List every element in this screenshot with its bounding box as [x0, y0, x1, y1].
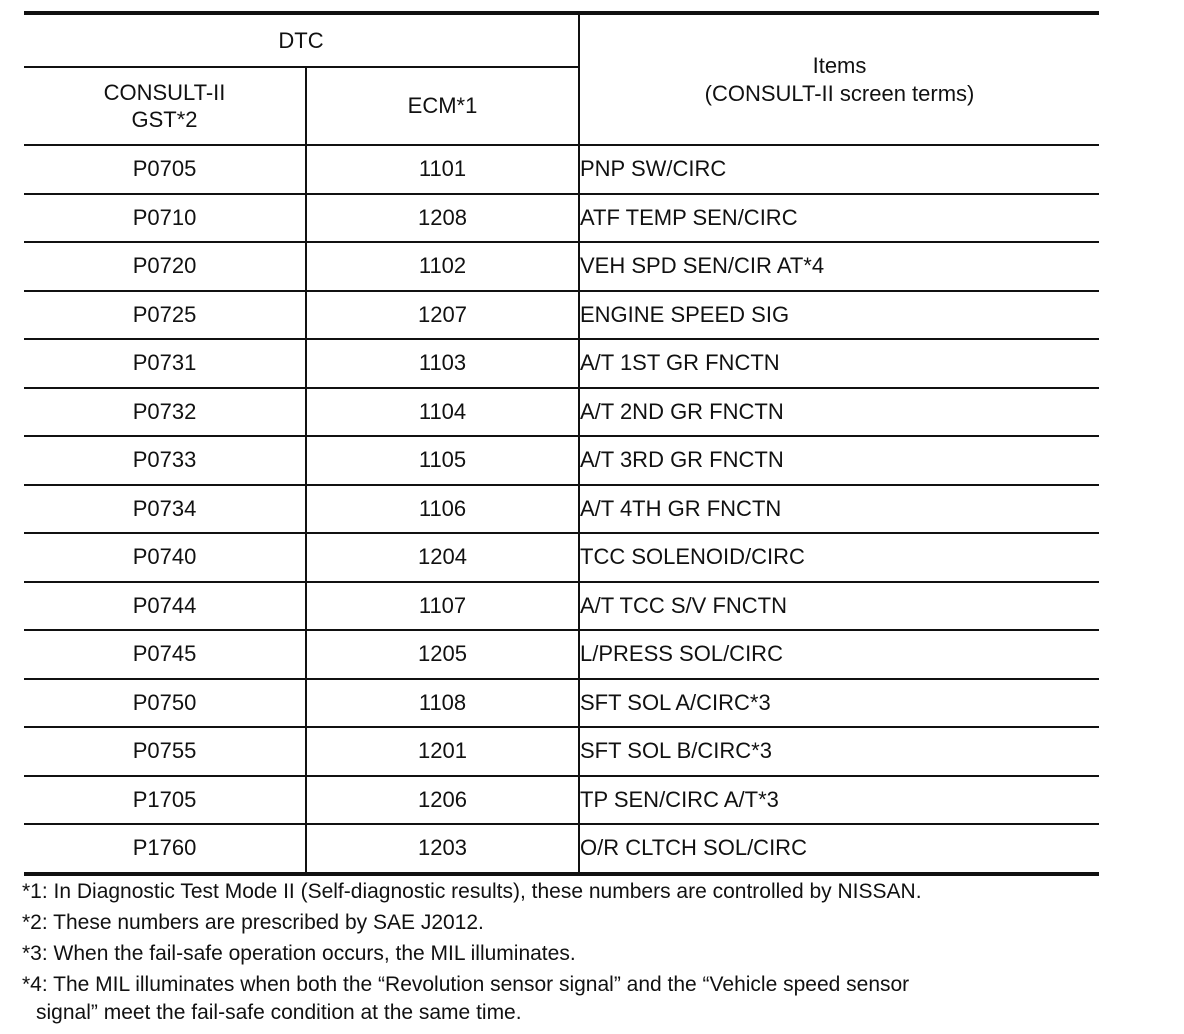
footnote-4-line1: *4: The MIL illuminates when both the “Revolution sensor signal” and the “Vehicle speed sensor — [22, 973, 910, 996]
ecm-code-cell: 1105 — [306, 436, 579, 485]
ecm-code-cell: 1106 — [306, 485, 579, 534]
footnote-4 — [22, 971, 1082, 1027]
ecm-code-cell: 1204 — [306, 533, 579, 582]
ecm-code-cell: 1208 — [306, 194, 579, 243]
table-row — [24, 679, 1099, 728]
dtc-code-cell: P0731 — [24, 339, 306, 388]
dtc-code-cell: P0740 — [24, 533, 306, 582]
item-cell: O/R CLTCH SOL/CIRC — [579, 824, 1099, 874]
table-row — [24, 145, 1099, 194]
item-cell: A/T 3RD GR FNCTN — [579, 436, 1099, 485]
ecm-code-cell: 1201 — [306, 727, 579, 776]
dtc-code-cell: P1760 — [24, 824, 306, 874]
dtc-code-cell: P0720 — [24, 242, 306, 291]
item-cell: A/T TCC S/V FNCTN — [579, 582, 1099, 631]
items-header — [579, 13, 1099, 145]
dtc-code-cell: P0705 — [24, 145, 306, 194]
table-row — [24, 533, 1099, 582]
table-row — [24, 339, 1099, 388]
consult-gst-header — [24, 67, 306, 145]
table-row — [24, 436, 1099, 485]
footnote-3: *3: When the fail-safe operation occurs, the MIL illuminates. — [22, 942, 576, 965]
ecm-code-cell: 1203 — [306, 824, 579, 874]
footnote-4-line2: signal” meet the fail-safe condition at the same time. — [36, 1001, 522, 1024]
items-header-line1: Items — [812, 52, 867, 78]
dtc-code-cell: P0755 — [24, 727, 306, 776]
item-cell: A/T 2ND GR FNCTN — [579, 388, 1099, 437]
ecm-code-cell: 1205 — [306, 630, 579, 679]
dtc-code-cell: P1705 — [24, 776, 306, 825]
item-cell: ENGINE SPEED SIG — [579, 291, 1099, 340]
item-cell: TCC SOLENOID/CIRC — [579, 533, 1099, 582]
ecm-code-cell: 1207 — [306, 291, 579, 340]
item-cell: L/PRESS SOL/CIRC — [579, 630, 1099, 679]
dtc-header: DTC — [24, 13, 579, 67]
dtc-code-cell: P0710 — [24, 194, 306, 243]
footnote-1: *1: In Diagnostic Test Mode II (Self-diagnostic results), these numbers are controlled by NISSAN. — [22, 880, 922, 903]
table-row — [24, 242, 1099, 291]
item-cell: SFT SOL B/CIRC*3 — [579, 727, 1099, 776]
table-row — [24, 485, 1099, 534]
ecm-code-cell: 1206 — [306, 776, 579, 825]
table-row — [24, 388, 1099, 437]
dtc-code-cell: P0750 — [24, 679, 306, 728]
consult-header-line2: GST*2 — [131, 107, 198, 132]
table-row — [24, 824, 1099, 874]
footnote-2: *2: These numbers are prescribed by SAE J2012. — [22, 911, 484, 934]
item-cell: A/T 4TH GR FNCTN — [579, 485, 1099, 534]
dtc-code-cell: P0744 — [24, 582, 306, 631]
dtc-code-cell: P0725 — [24, 291, 306, 340]
table-row — [24, 727, 1099, 776]
dtc-code-cell: P0732 — [24, 388, 306, 437]
dtc-code-cell: P0745 — [24, 630, 306, 679]
ecm-code-cell: 1102 — [306, 242, 579, 291]
table-row — [24, 582, 1099, 631]
item-cell: ATF TEMP SEN/CIRC — [579, 194, 1099, 243]
ecm-code-cell: 1103 — [306, 339, 579, 388]
table-row — [24, 776, 1099, 825]
table-row — [24, 630, 1099, 679]
ecm-code-cell: 1101 — [306, 145, 579, 194]
table-row — [24, 291, 1099, 340]
item-cell: SFT SOL A/CIRC*3 — [579, 679, 1099, 728]
dtc-code-cell: P0734 — [24, 485, 306, 534]
item-cell: A/T 1ST GR FNCTN — [579, 339, 1099, 388]
ecm-code-cell: 1107 — [306, 582, 579, 631]
ecm-header: ECM*1 — [306, 67, 579, 145]
item-cell: VEH SPD SEN/CIR AT*4 — [579, 242, 1099, 291]
ecm-code-cell: 1108 — [306, 679, 579, 728]
dtc-table — [24, 11, 1099, 876]
item-cell: PNP SW/CIRC — [579, 145, 1099, 194]
consult-header-line1: CONSULT-II — [103, 80, 226, 105]
item-cell: TP SEN/CIRC A/T*3 — [579, 776, 1099, 825]
items-header-line2: (CONSULT-II screen terms) — [704, 80, 975, 106]
footnotes — [22, 876, 1162, 1027]
table-row — [24, 194, 1099, 243]
dtc-code-cell: P0733 — [24, 436, 306, 485]
ecm-code-cell: 1104 — [306, 388, 579, 437]
